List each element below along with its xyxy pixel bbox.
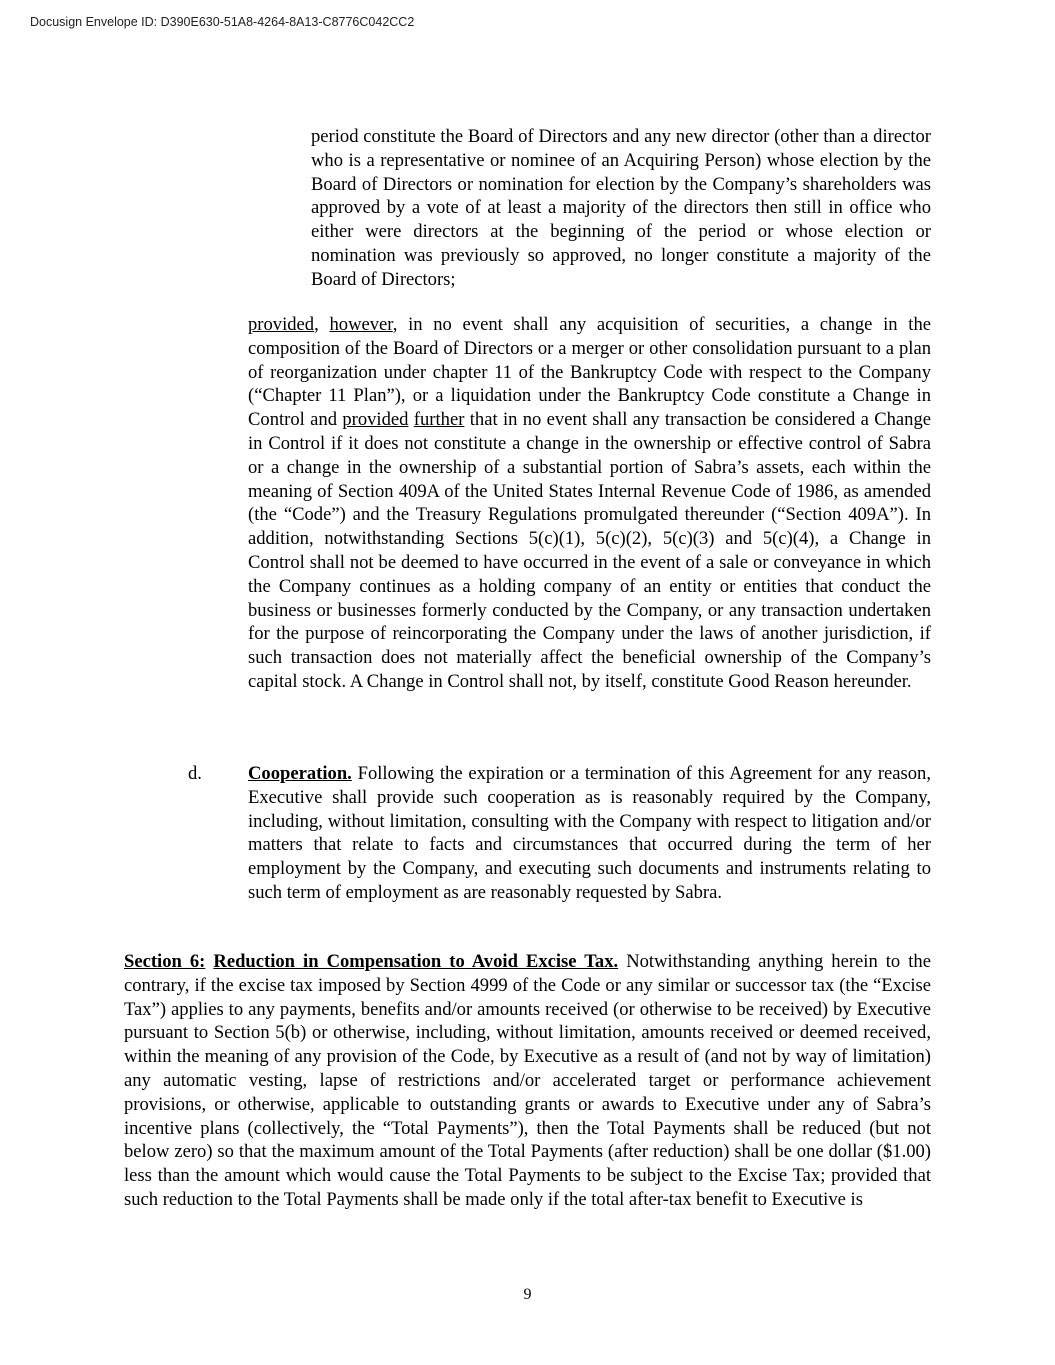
cooperation-heading: Cooperation. [248, 763, 352, 784]
provided-term: provided [248, 314, 315, 335]
section-6-heading: Reduction in Compensation to Avoid Excise Tax. [213, 951, 619, 972]
section-6-text: Notwithstanding anything herein to the contrary, if the excise tax imposed by Section 4999 of the Code or any similar or successor tax (the “Excise Tax”) applies to any payments, benefits and/or amounts received (or otherwise to be received) by Executive pursuant to Section 5(b) or otherwise, including, without limitation, amounts received or deemed received, within the meaning of any provision of the Code, by Executive as a result of (and not by way of limitation) any automatic vesting, lapse of restrictions and/or accelerated target or performance achievement provisions, or otherwise, applicable to outstanding grants or awards to Executive under any of Sabra’s incentive plans (collectively, the “Total Payments”), then the Total Payments shall be reduced (but not below zero) so that the maximum amount of the Total Payments (after reduction) shall be one dollar ($1.00) less than the amount which would cause the Total Payments to be subject to the Excise Tax; provided that such reduction to the Total Payments shall be made only if the total after-tax benefit to Executive is [124, 951, 931, 1210]
proviso-paragraph [248, 313, 931, 694]
provided-term-2: provided [342, 409, 409, 431]
section-6-label: Section 6: [124, 951, 206, 972]
proviso-text-part1: , in no event shall any acquisition of securities, a change in the composition of the Board of Directors or a merger or other consolidation pursuant to a plan of reorganization under chapter 11 of the Bankruptcy Code with respect to the Company (“Chapter 11 Plan”), or a liquidation under the Bankruptcy Code constitute a Change in Control and [248, 314, 931, 431]
however-term: however [329, 314, 393, 335]
section-6-paragraph [124, 950, 931, 1212]
proviso-comma: , [314, 314, 319, 335]
cooperation-item-letter: d. [188, 763, 202, 784]
cooperation-paragraph [248, 762, 931, 905]
envelope-id: Docusign Envelope ID: D390E630-51A8-4264-8A13-C8776C042CC2 [30, 15, 415, 29]
page-number: 9 [523, 1286, 532, 1303]
further-term: further [413, 409, 465, 431]
cooperation-text: Following the expiration or a termination of this Agreement for any reason, Executive shall provide such cooperation as is reasonably required by the Company, including, without limitation, consulting with the Company with respect to litigation and/or matters that relate to facts and circumstances that occurred during the term of her employment by the Company, and executing such documents and instruments relating to such term of employment as are reasonably requested by Sabra. [248, 763, 931, 903]
board-composition-paragraph: period constitute the Board of Directors and any new director (other than a director who is a representative or nominee of an Acquiring Person) whose election by the Board of Directors or nomination for election by the Company’s shareholders was approved by a vote of at least a majority of the directors then still in office who either were directors at the beginning of the period or whose election or nomination was previously so approved, no longer constitute a majority of the Board of Directors; [311, 126, 931, 290]
proviso-text-part2: that in no event shall any transaction be considered a Change in Control if it does not constitute a change in the ownership or effective control of Sabra or a change in the ownership of a substantial portion of Sabra’s assets, each within the meaning of Section 409A of the United States Internal Revenue Code of 1986, as amended (the “Code”) and the Treasury Regulations promulgated thereunder (“Section 409A”). In addition, notwithstanding Sections 5(c)(1), 5(c)(2), 5(c)(3) and 5(c)(4), a Change in Control shall not be deemed to have occurred in the event of a sale or conveyance in which the Company continues as a holding company of an entity or entities that conduct the business or businesses formerly conducted by the Company, or any transaction undertaken for the purpose of reincorporating the Company under the laws of another jurisdiction, if such transaction does not materially affect the beneficial ownership of the Company’s capital stock. A Change in Control shall not, by itself, constitute Good Reason hereunder. [248, 409, 931, 692]
